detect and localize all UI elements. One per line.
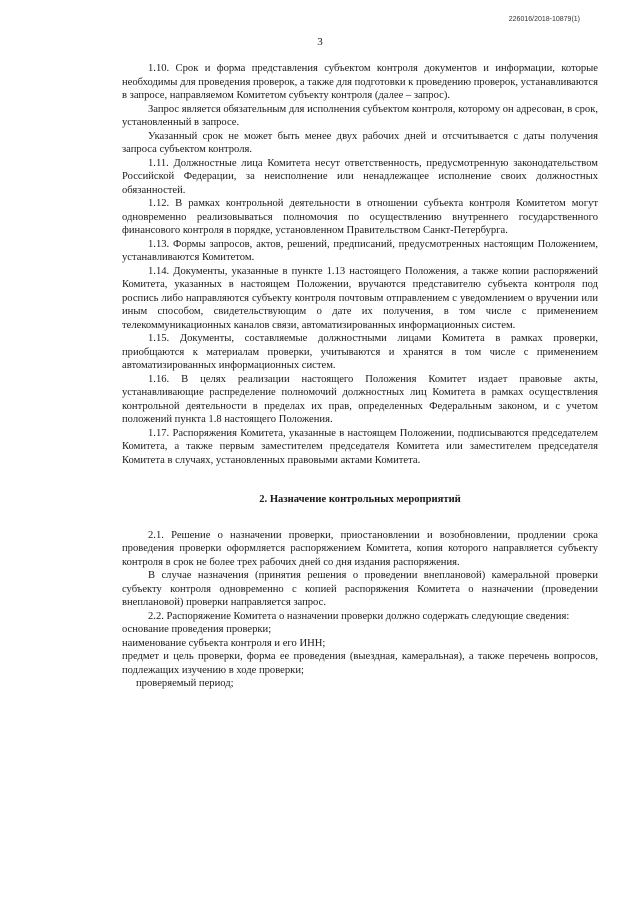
document-body [122, 62, 598, 691]
paragraph-2-2: 2.2. Распоряжение Комитета о назначении проверки должно содержать следующие сведения: [148, 610, 570, 622]
page-number: 3 [317, 36, 323, 48]
paragraph-1-17: 1.17. Распоряжения Комитета, указанные в настоящем Положении, подписываются председателем Комитета, а также первым заместителем председателя Комитета или заместителем председателя Комитета в случаях, установленных правовыми актами Комитета. [122, 427, 598, 466]
paragraph-1-16: 1.16. В целях реализации настоящего Положения Комитет издает правовые акты, устанавливающие распределение полномочий должностных лиц Комитета в рамках осуществления контрольной деятельности в пределах их прав, определенных Федеральным законом, и с учетом положений пункта 1.8 настоящего Положения. [122, 373, 598, 425]
document-registration-number: 226016/2018-10879(1) [508, 16, 580, 23]
paragraph-request-obligation: Запрос является обязательным для исполнения субъектом контроля, которому он адресован, в срок, установленный в запросе. [122, 103, 598, 128]
list-item: предмет и цель проверки, форма ее проведения (выездная, камеральная), а также перечень вопросов, подлежащих изучению в ходе проверки; [122, 651, 598, 676]
paragraph-1-14: 1.14. Документы, указанные в пункте 1.13 настоящего Положения, а также копии распоряжений Комитета, указанных в настоящем Положении, вручаются представителю субъекта контроля под роспись либо направляются субъекту контроля почтовым отправлением с уведомлением о вручении или иным способом, свидетельствующим о дате их получения, в том числе с применением телекоммуникационных каналов связи, автоматизированных информационных систем. [122, 265, 598, 331]
section-heading: 2. Назначение контрольных мероприятий [259, 494, 461, 505]
list-item: наименование субъекта контроля и его ИНН; [122, 637, 326, 649]
paragraph-camera-check: В случае назначения (принятия решения о проведении внеплановой) камеральной проверки субъекту контроля одновременно с копией распоряжения Комитета о назначении (проведении внеплановой) проверки направляется запрос. [122, 570, 598, 608]
paragraph-1-15: 1.15. Документы, составляемые должностными лицами Комитета в рамках проверки, приобщаются к материалам проверки, учитываются и хранятся в том числе с применением автоматизированных информационных систем. [122, 333, 598, 371]
paragraph-1-11: 1.11. Должностные лица Комитета несут ответственность, предусмотренную законодательством Российской Федерации, за неисполнение или ненадлежащее исполнение своих должностных обязанностей. [122, 157, 598, 196]
paragraph-1-13: 1.13. Формы запросов, актов, решений, предписаний, предусмотренных настоящим Положением, устанавливаются Комитетом. [122, 238, 598, 263]
list-item: проверяемый период; [136, 678, 234, 689]
paragraph-1-10: 1.10. Срок и форма представления субъектом контроля документов и информации, которые необходимы для проведения проверок, а также для подготовки к проведению проверок, устанавливаются в запросе, направляемом Комитетом субъекту контроля (далее – запрос). [122, 63, 598, 101]
list-item: основание проведения проверки; [122, 624, 272, 635]
paragraph-2-1: 2.1. Решение о назначении проверки, приостановлении и возобновлении, продлении срока проведения проверки оформляется распоряжением Комитета, копия которого направляется субъекту контроля в срок не более трех рабочих дней со дня издания распоряжения. [122, 529, 598, 568]
paragraph-deadline: Указанный срок не может быть менее двух рабочих дней и отсчитывается с даты получения запроса субъектом контроля. [122, 130, 598, 155]
paragraph-1-12: 1.12. В рамках контрольной деятельности в отношении субъекта контроля Комитетом могут одновременно реализовываться полномочия по осуществлению внутреннего государственного финансового контроля в порядке, установленном Правительством Санкт-Петербурга. [122, 198, 598, 236]
